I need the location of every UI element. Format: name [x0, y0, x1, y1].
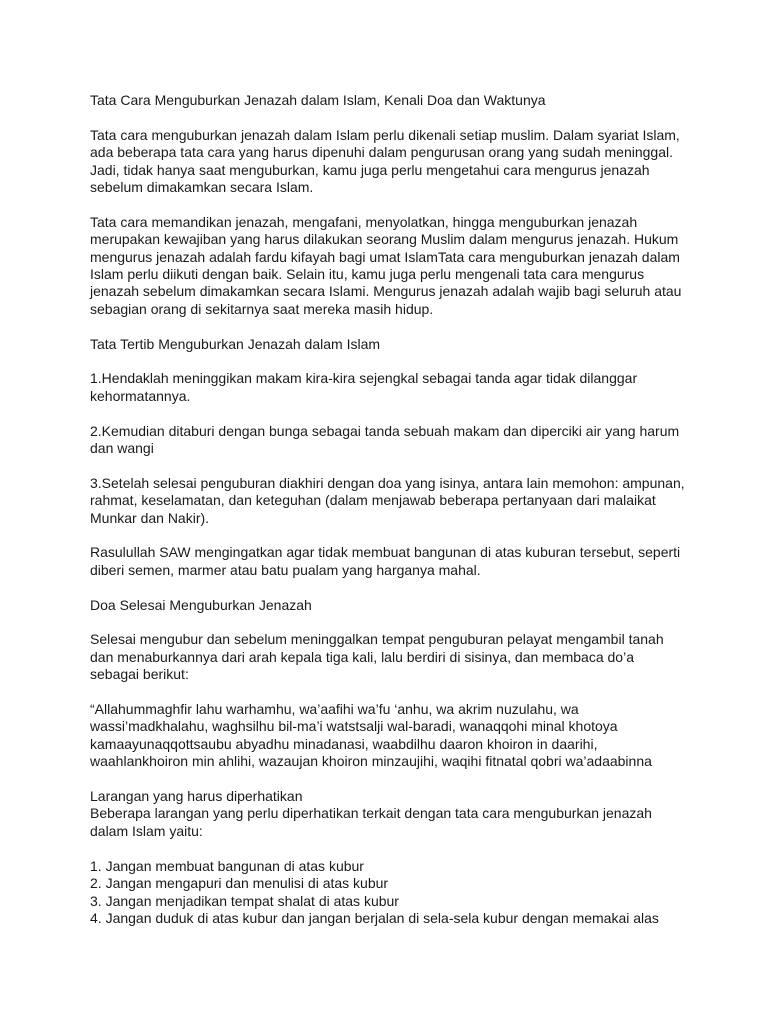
tata-tertib-heading-block: [90, 336, 690, 353]
paragraph-line: Selesai mengubur dan sebelum meninggalkan tempat penguburan pelayat mengambil tanah: [90, 631, 664, 648]
paragraph-line: kamaayunaqqottsaubu abyadhu minadanasi, waabdilhu daaron khoiron in daarihi,: [90, 735, 598, 752]
paragraph-line: dalam Islam yaitu:: [90, 822, 203, 839]
document-page: [90, 92, 690, 927]
section-heading: Larangan yang harus diperhatikan: [90, 788, 303, 805]
list-item: 1. Jangan membuat bangunan di atas kubur: [90, 857, 364, 874]
paragraph-line: Rasulullah SAW mengingatkan agar tidak membuat bangunan di atas kuburan tersebut, seperti: [90, 544, 681, 561]
list-item-line: 3.Setelah selesai penguburan diakhiri dengan doa yang isinya, antara lain memohon: ampunan,: [90, 474, 685, 491]
list-item-line: Munkar dan Nakir).: [90, 509, 210, 526]
doa-heading-block: [90, 597, 690, 614]
list-item-line: rahmat, keselamatan, dan keteguhan (dalam menjawab beberapa pertanyaan dari malaikat: [90, 492, 656, 509]
tertib-item-3: [90, 475, 690, 527]
paragraph-line: sebagian orang di sekitarnya saat mereka masih hidup.: [90, 300, 434, 317]
paragraph-line: sebagai berikut:: [90, 666, 189, 683]
kewajiban-paragraph: [90, 214, 690, 318]
section-heading: Tata Tertib Menguburkan Jenazah dalam Islam: [90, 335, 381, 352]
paragraph-line: Tata cara menguburkan jenazah dalam Islam perlu dikenali setiap muslim. Dalam syariat Islam,: [90, 126, 680, 143]
paragraph-line: diberi semen, marmer atau batu pualam yang harganya mahal.: [90, 561, 481, 578]
doa-text-paragraph: [90, 701, 690, 771]
paragraph-line: sebelum dimakamkan secara Islam.: [90, 179, 314, 196]
paragraph-line: Jadi, tidak hanya saat menguburkan, kamu juga perlu mengetahui cara mengurus jenazah: [90, 161, 650, 178]
list-item: 3. Jangan menjadikan tempat shalat di atas kubur: [90, 892, 399, 909]
paragraph-line: waahlankhoiron min ahlihi, wazaujan khoiron minzaujihi, waqihi fitnatal qobri wa’adaabinna: [90, 753, 652, 770]
section-heading: Doa Selesai Menguburkan Jenazah: [90, 596, 312, 613]
list-item: 2. Jangan mengapuri dan menulisi di atas kubur: [90, 875, 389, 892]
larangan-section: [90, 788, 690, 840]
tertib-item-2: [90, 423, 690, 458]
paragraph-line: merupakan kewajiban yang harus dilakukan seorang Muslim dalam mengurus jenazah. Hukum: [90, 231, 679, 248]
list-item-line: 1.Hendaklah meninggikan makam kira-kira sejengkal sebagai tanda agar tidak dilanggar: [90, 370, 638, 387]
larangan-list: [90, 858, 690, 928]
doa-intro-paragraph: [90, 631, 690, 683]
tertib-item-1: [90, 370, 690, 405]
paragraph-line: jenazah sebelum dimakamkan secara Islami. Mengurus jenazah adalah wajib bagi seluruh atau: [90, 283, 682, 300]
paragraph-line: Islam perlu diikuti dengan baik. Selain itu, kamu juga perlu mengenali tata cara mengurus: [90, 266, 645, 283]
paragraph-line: Beberapa larangan yang perlu diperhatikan terkait dengan tata cara menguburkan jenazah: [90, 805, 652, 822]
list-item-line: kehormatannya.: [90, 387, 191, 404]
paragraph-line: Tata cara memandikan jenazah, mengafani, menyolatkan, hingga menguburkan jenazah: [90, 213, 638, 230]
paragraph-line: mengurus jenazah adalah fardu kifayah bagi umat IslamTata cara menguburkan jenazah dalam: [90, 248, 680, 265]
intro-paragraph: [90, 127, 690, 197]
list-item-line: dan wangi: [90, 440, 154, 457]
document-title: Tata Cara Menguburkan Jenazah dalam Islam, Kenali Doa dan Waktunya: [90, 92, 546, 108]
list-item: 4. Jangan duduk di atas kubur dan jangan berjalan di sela-sela kubur dengan memakai alas: [90, 909, 659, 926]
document-title-block: [90, 92, 690, 109]
paragraph-line: ada beberapa tata cara yang harus dipenuhi dalam pengurusan orang yang sudah meninggal.: [90, 144, 673, 161]
list-item-line: 2.Kemudian ditaburi dengan bunga sebagai tanda sebuah makam dan diperciki air yang harum: [90, 422, 680, 439]
paragraph-line: dan menaburkannya dari arah kepala tiga kali, lalu berdiri di sisinya, dan membaca do’a: [90, 648, 634, 665]
paragraph-line: wassi’madkhalahu, waghsilhu bil-ma’i watstsalji wal-baradi, wanaqqohi minal khotoya: [90, 718, 618, 735]
paragraph-line: “Allahummaghfir lahu warhamhu, wa’aafihi wa’fu ‘anhu, wa akrim nuzulahu, wa: [90, 701, 579, 718]
rasulullah-paragraph: [90, 544, 690, 579]
